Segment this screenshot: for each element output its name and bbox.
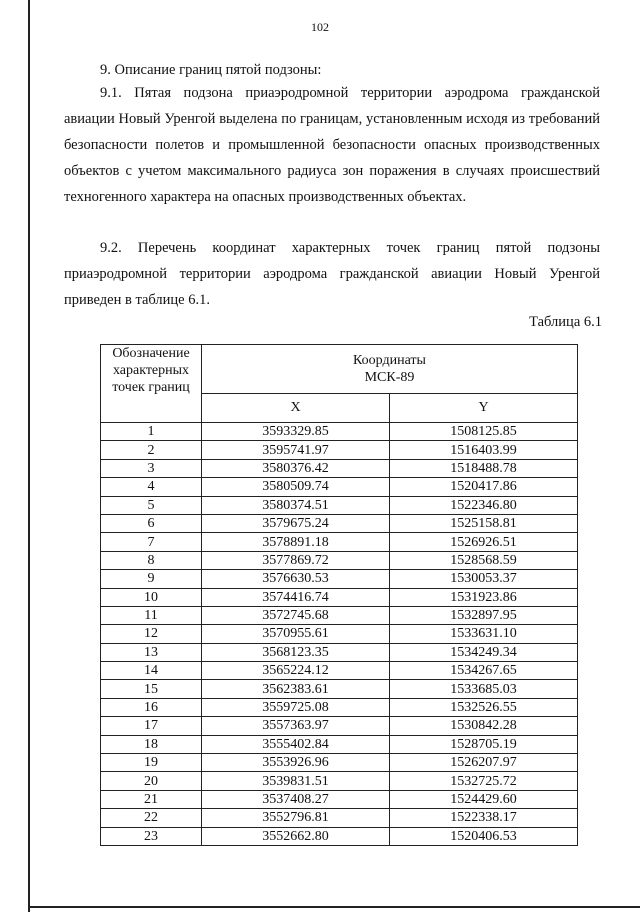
- y-coordinate: 1526926.51: [390, 533, 578, 551]
- x-coordinate: 3539831.51: [202, 772, 390, 790]
- point-designation-header: Обозначение характерных точек границ: [101, 345, 202, 423]
- y-coordinate: 1530842.28: [390, 717, 578, 735]
- y-coordinate: 1526207.97: [390, 754, 578, 772]
- y-coordinate: 1522338.17: [390, 809, 578, 827]
- y-coordinate: 1525158.81: [390, 514, 578, 532]
- coordinate-system: МСК-89: [364, 370, 415, 385]
- point-number: 1: [101, 423, 202, 441]
- point-number: 6: [101, 514, 202, 532]
- table-row: [101, 662, 578, 680]
- table-row: [101, 551, 578, 569]
- x-coordinate: 3537408.27: [202, 790, 390, 808]
- table-row: [101, 606, 578, 624]
- point-number: 2: [101, 441, 202, 459]
- x-coordinate: 3572745.68: [202, 606, 390, 624]
- point-number: 3: [101, 459, 202, 477]
- x-coordinate: 3580509.74: [202, 478, 390, 496]
- x-coordinate: 3570955.61: [202, 625, 390, 643]
- point-number: 8: [101, 551, 202, 569]
- point-number: 18: [101, 735, 202, 753]
- x-coordinate: 3557363.97: [202, 717, 390, 735]
- page-number: 102: [311, 20, 329, 34]
- x-coordinate: 3595741.97: [202, 441, 390, 459]
- table-row: [101, 827, 578, 845]
- table-row: [101, 588, 578, 606]
- x-coordinate: 3568123.35: [202, 643, 390, 661]
- y-coordinate: 1530053.37: [390, 570, 578, 588]
- point-number: 12: [101, 625, 202, 643]
- x-coordinate: 3552662.80: [202, 827, 390, 845]
- x-coordinate: 3553926.96: [202, 754, 390, 772]
- x-coordinate: 3580376.42: [202, 459, 390, 477]
- x-coordinate: 3576630.53: [202, 570, 390, 588]
- point-number: 21: [101, 790, 202, 808]
- table-row: [101, 717, 578, 735]
- y-coordinate: 1528568.59: [390, 551, 578, 569]
- y-coordinate: 1516403.99: [390, 441, 578, 459]
- table-row: [101, 772, 578, 790]
- x-coordinate: 3593329.85: [202, 423, 390, 441]
- x-coordinate: 3552796.81: [202, 809, 390, 827]
- point-number: 22: [101, 809, 202, 827]
- y-coordinate: 1532897.95: [390, 606, 578, 624]
- point-number: 16: [101, 698, 202, 716]
- x-coordinate: 3555402.84: [202, 735, 390, 753]
- table-row: [101, 809, 578, 827]
- section-heading: 9. Описание границ пятой подзоны:: [100, 62, 322, 78]
- y-column-header: Y: [390, 394, 578, 423]
- point-number: 9: [101, 570, 202, 588]
- point-number: 20: [101, 772, 202, 790]
- table-row: [101, 570, 578, 588]
- y-coordinate: 1531923.86: [390, 588, 578, 606]
- point-number: 5: [101, 496, 202, 514]
- point-number: 4: [101, 478, 202, 496]
- point-number: 15: [101, 680, 202, 698]
- coordinates-table: [100, 344, 578, 846]
- y-coordinate: 1520417.86: [390, 478, 578, 496]
- y-coordinate: 1532725.72: [390, 772, 578, 790]
- point-number: 23: [101, 827, 202, 845]
- x-coordinate: 3565224.12: [202, 662, 390, 680]
- table-row: [101, 533, 578, 551]
- x-coordinate: 3574416.74: [202, 588, 390, 606]
- x-coordinate: 3579675.24: [202, 514, 390, 532]
- y-coordinate: 1534249.34: [390, 643, 578, 661]
- coordinates-title: Координаты: [353, 353, 426, 368]
- table-row: [101, 735, 578, 753]
- table-row: [101, 698, 578, 716]
- x-coordinate: 3580374.51: [202, 496, 390, 514]
- table-row: [101, 790, 578, 808]
- scan-border-left: [28, 0, 30, 912]
- y-coordinate: 1533631.10: [390, 625, 578, 643]
- y-coordinate: 1533685.03: [390, 680, 578, 698]
- point-number: 10: [101, 588, 202, 606]
- x-column-header: X: [202, 394, 390, 423]
- point-number: 13: [101, 643, 202, 661]
- table-caption: Таблица 6.1: [529, 314, 602, 330]
- x-coordinate: 3577869.72: [202, 551, 390, 569]
- coordinates-header: [202, 345, 578, 394]
- y-coordinate: 1508125.85: [390, 423, 578, 441]
- paragraph-9-1: 9.1. Пятая подзона приаэродромной территории аэродрома гражданской авиации Новый Уренгой выделена по границам, установленным исходя из требований безопасности полетов и промышленной безопасности опасных производственных объектов с учетом максимального радиуса зон поражения в случаях происшествий техногенного характера на опасных производственных объектах.: [64, 85, 600, 205]
- point-number: 17: [101, 717, 202, 735]
- point-number: 14: [101, 662, 202, 680]
- table-row: [101, 754, 578, 772]
- y-coordinate: 1520406.53: [390, 827, 578, 845]
- y-coordinate: 1518488.78: [390, 459, 578, 477]
- table-row: [101, 496, 578, 514]
- table-row: [101, 680, 578, 698]
- x-coordinate: 3559725.08: [202, 698, 390, 716]
- table-row: [101, 514, 578, 532]
- y-coordinate: 1534267.65: [390, 662, 578, 680]
- y-coordinate: 1522346.80: [390, 496, 578, 514]
- point-number: 7: [101, 533, 202, 551]
- y-coordinate: 1524429.60: [390, 790, 578, 808]
- paragraph-9-2: 9.2. Перечень координат характерных точек границ пятой подзоны приаэродромной территории аэродрома гражданской авиации Новый Уренгой приведен в таблице 6.1.: [64, 240, 600, 308]
- point-number: 19: [101, 754, 202, 772]
- table-row: [101, 625, 578, 643]
- x-coordinate: 3578891.18: [202, 533, 390, 551]
- table-row: [101, 441, 578, 459]
- y-coordinate: 1532526.55: [390, 698, 578, 716]
- y-coordinate: 1528705.19: [390, 735, 578, 753]
- x-coordinate: 3562383.61: [202, 680, 390, 698]
- table-row: [101, 459, 578, 477]
- table-row: [101, 478, 578, 496]
- table-row: [101, 423, 578, 441]
- scan-border-bottom: [28, 906, 640, 908]
- point-number: 11: [101, 606, 202, 624]
- table-row: [101, 643, 578, 661]
